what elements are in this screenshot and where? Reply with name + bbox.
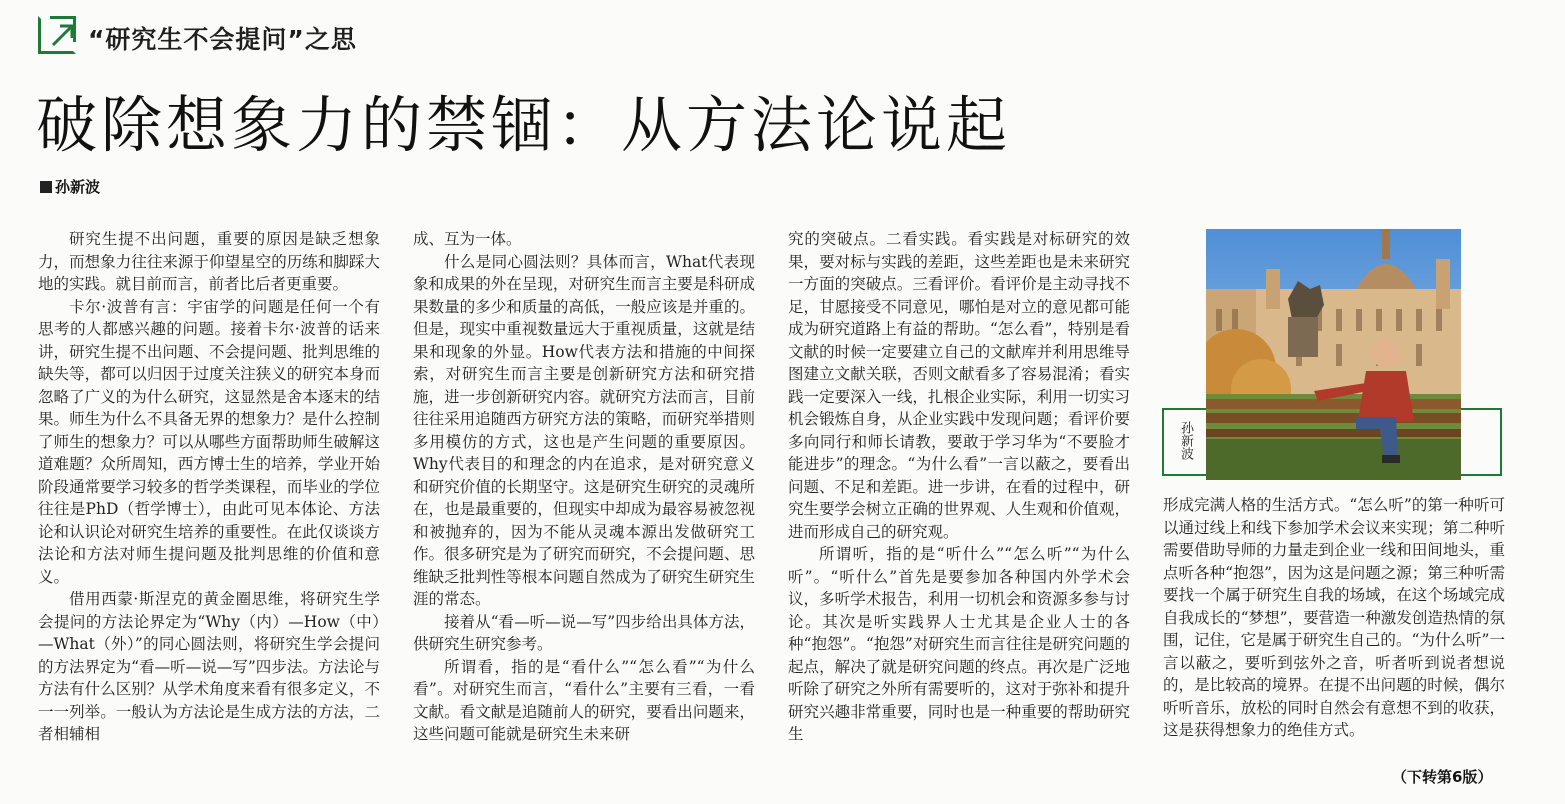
paragraph: 形成完满人格的生活方式。“怎么听”的第一种听可以通过线上和线下参加学术会议来实现；第二种听需要借助导师的力量走到企业一线和田间地头，重点听各种“抱怨”，因为这是问题之源；第三种听需要找一个属于研究生自我的场域，在这个场域完成自我成长的“梦想”，要营造一种激发创造热情的氛围，记住，它是属于研究生自己的。“为什么听”一言以蔽之，要听到弦外之音，听者听到说者想说的，是比较高的境界。在提不出问题的时候，偶尔听听音乐，放松的同时自然会有意想不到的收获，这是获得想象力的绝佳方式。 <box>1163 496 1505 739</box>
paragraph: 卡尔·波普有言：宇宙学的问题是任何一个有思考的人都感兴趣的问题。接着卡尔·波普的话来讲，研究生提不出问题、不会提问题、批判思维的缺失等，都可以归因于过度关注狭义的研究本身而忽略了广义的为什么研究，这显然是舍本逐末的结果。师生为什么不具备无界的想象力？是什么控制了师生的想象力？可以从哪些方面帮助师生破解这道难题？众所周知，西方博士生的培养，学业开始阶段通常要学习较多的哲学类课程，而毕业的学位往往是PhD（哲学博士），由此可见本体论、方法论和认识论对研究生培养的重要性。在此仅谈谈方法论和方法对师生提问题及批判思维的价值和意义。 <box>38 297 380 586</box>
paragraph: 成、互为一体。 <box>413 230 522 248</box>
paragraph: 所谓看，指的是“看什么”“怎么看”“为什么看”。对研究生而言，“看什么”主要有三看，一看文献。看文献是追随前人的研究，要看出问题来，这些问题可能就是研究生未来研 <box>413 657 755 743</box>
author-name: 孙新波 <box>55 178 101 196</box>
continued-on-page-note: （下转第6版） <box>1392 768 1493 786</box>
headline: 破除想象力的禁锢：从方法论说起 <box>36 90 1012 161</box>
column-icon-frame <box>38 16 76 54</box>
photo-caption: 孙新波 <box>1178 421 1193 460</box>
paragraph: 接着从“看—听—说—写”四步给出具体方法，供研究生研究参考。 <box>413 612 755 653</box>
external-link-icon <box>48 22 76 50</box>
paragraph: 究的突破点。二看实践。看实践是对标研究的效果，要对标与实践的差距，这些差距也是未来研究一方面的突破点。三看评价。看评价是主动寻找不足，甘愿接受不同意见，哪怕是对立的意见都可能成为研究道路上有益的帮助。“怎么看”，特别是看文献的时候一定要建立自己的文献库并利用思维导图建立文献关联，否则文献看多了容易混淆；看实践一定要深入一线，扎根企业实际，利用一切实习机会锻炼自身，从企业实践中发现问题；看评价要多向同行和师长请教，要敢于学习华为“不要脸才能进步”的理念。“为什么看”一言以蔽之，要看出问题、不足和差距。进一步讲，在看的过程中，研究生要学会树立正确的世界观、人生观和价值观，进而形成自己的研究观。 <box>788 230 1130 541</box>
paragraph: 什么是同心圆法则？具体而言，What代表现象和成果的外在呈现，对研究生而言主要是科研成果数量的多少和质量的高低，一般应该是并重的。但是，现实中重视数量远大于重视质量，这就是结果和现象的外显。How代表方法和措施的中间探索，对研究生而言主要是创新研究方法和研究措施，进一步创新研究内容。就研究方法而言，目前往往采用追随西方研究方法的策略，而研究举措则多用模仿的方式，这也是产生问题的重要原因。Why代表目的和理念的内在追求，是对研究意义和研究价值的长期坚守。这是研究生研究的灵魂所在，也是最重要的，但现实中却成为最容易被忽视和被抛弃的，因为不能从灵魂本源出发做研究工作。很多研究是为了研究而研究，不会提问题、思维缺乏批判性等根本问题自然成为了研究生研究生涯的常态。 <box>413 252 755 608</box>
column-title: “研究生不会提问”之思 <box>88 25 357 54</box>
article-column-1 <box>38 228 380 788</box>
article-column-3 <box>788 228 1130 788</box>
author-photo-image <box>1206 229 1461 480</box>
paragraph: 所谓听，指的是“听什么”“怎么听”“为什么听”。“听什么”首先是要参加各种国内外学术会议，多听学术报告，利用一切机会和资源多参与讨论。其次是听实践界人士尤其是企业人士的各种“抱怨”。“抱怨”对研究生而言往往是研究问题的起点，解决了就是研究问题的终点。再次是广泛地听除了研究之外所有需要听的，这对于弥补和提升研究兴趣非常重要，同时也是一种重要的帮助研究生 <box>788 545 1130 743</box>
paragraph: 借用西蒙·斯涅克的黄金圈思维，将研究生学会提问的方法论界定为“Why（内）—How（中）—What（外）”的同心圆法则，将研究生学会提问的方法界定为“看—听—说—写”四步法。方法论与方法有什么区别？从学术角度来看有很多定义，不一一列举。一般认为方法论是生成方法的方法，二者相辅相 <box>38 590 380 743</box>
byline <box>40 176 100 197</box>
byline-square-icon <box>40 181 52 193</box>
author-photo <box>1206 229 1461 480</box>
article-column-4 <box>1163 494 1505 768</box>
article-column-2 <box>413 228 755 788</box>
paragraph: 研究生提不出问题，重要的原因是缺乏想象力，而想象力往往来源于仰望星空的历练和脚踩大地的实践。就目前而言，前者比后者更重要。 <box>38 230 380 293</box>
